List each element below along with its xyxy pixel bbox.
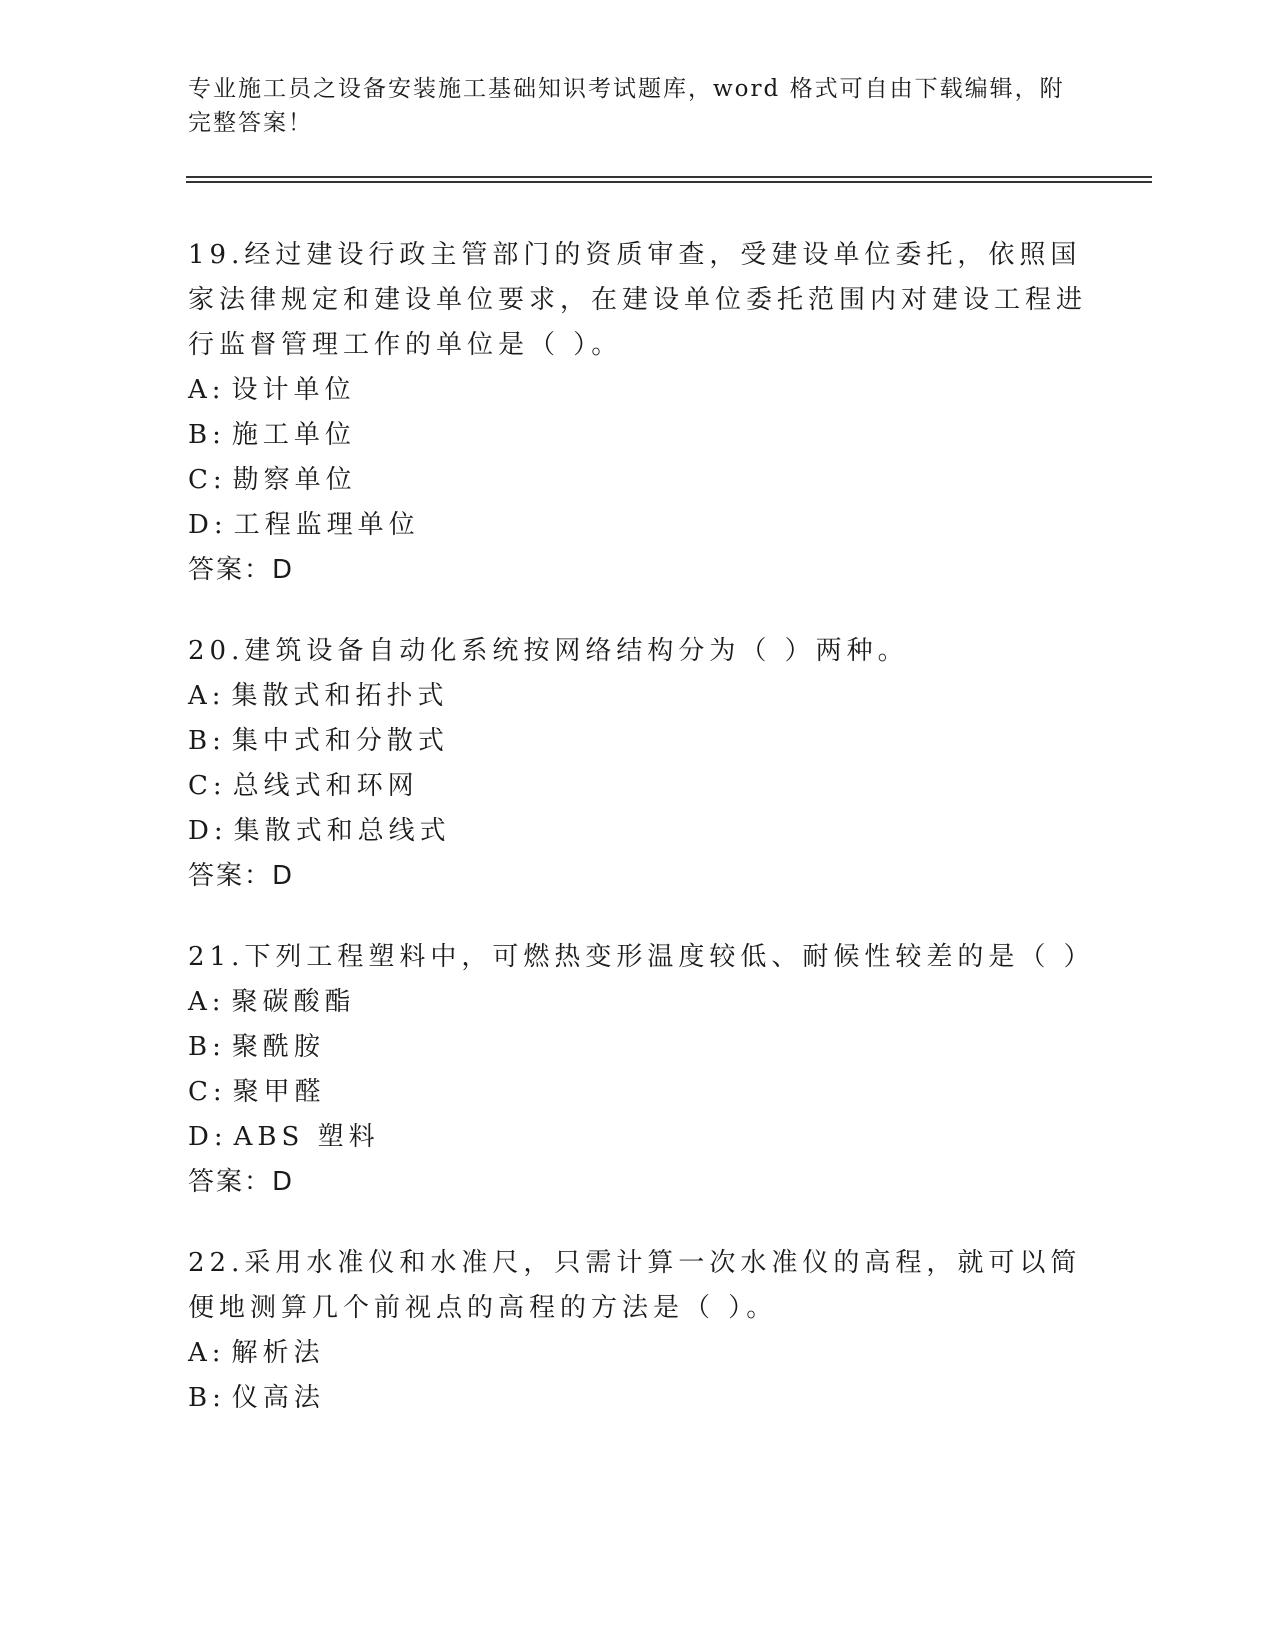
answer: 答案：D xyxy=(188,555,295,585)
option-text: 施工单位 xyxy=(231,420,356,450)
option-c xyxy=(188,458,1088,503)
option-text: 工程监理单位 xyxy=(233,510,420,540)
answer: 答案：D xyxy=(188,861,295,891)
option-a xyxy=(188,1331,1088,1376)
option-key: B: xyxy=(188,1032,226,1062)
question-20 xyxy=(188,629,1088,899)
option-text: 集散式和拓扑式 xyxy=(231,681,449,711)
option-key: D: xyxy=(188,816,228,846)
option-text: 勘察单位 xyxy=(232,465,357,495)
option-d xyxy=(188,503,1088,548)
option-b xyxy=(188,413,1088,458)
question-stem: 22.采用水准仪和水准尺，只需计算一次水准仪的高程，就可以简便地测算几个前视点的高程的方法是（ ）。 xyxy=(188,1248,1082,1323)
option-key: A: xyxy=(188,987,226,1017)
option-b xyxy=(188,1376,1088,1421)
option-text: 聚甲醛 xyxy=(232,1077,326,1107)
option-d xyxy=(188,809,1088,854)
header-divider-top xyxy=(186,176,1152,178)
option-key: B: xyxy=(188,1383,226,1413)
question-stem: 21.下列工程塑料中，可燃热变形温度较低、耐候性较差的是（ ） xyxy=(188,942,1095,972)
option-key: A: xyxy=(188,681,226,711)
option-text: 设计单位 xyxy=(231,375,356,405)
question-stem: 19.经过建设行政主管部门的资质审查，受建设单位委托，依照国家法律规定和建设单位要求，在建设单位委托范围内对建设工程进行监督管理工作的单位是（ ）。 xyxy=(188,240,1088,360)
option-d xyxy=(188,1115,1088,1160)
question-22 xyxy=(188,1241,1088,1421)
option-text: 解析法 xyxy=(231,1338,325,1368)
answer: 答案：D xyxy=(188,1167,295,1197)
option-key: B: xyxy=(188,420,226,450)
header-divider-bottom xyxy=(186,181,1152,183)
option-text: 集中式和分散式 xyxy=(231,726,449,756)
option-b xyxy=(188,1025,1088,1070)
option-a xyxy=(188,368,1088,413)
option-key: B: xyxy=(188,726,226,756)
option-c xyxy=(188,1070,1088,1115)
question-list xyxy=(188,233,1095,1457)
option-key: A: xyxy=(188,375,226,405)
option-key: D: xyxy=(188,1122,228,1152)
option-a xyxy=(188,674,1088,719)
option-text: 仪高法 xyxy=(231,1383,325,1413)
option-text: 聚酰胺 xyxy=(231,1032,325,1062)
option-c xyxy=(188,764,1088,809)
option-text: 集散式和总线式 xyxy=(233,816,451,846)
question-stem: 20.建筑设备自动化系统按网络结构分为（ ）两种。 xyxy=(188,636,909,666)
option-text: 总线式和环网 xyxy=(232,771,419,801)
question-21 xyxy=(188,935,1095,1205)
question-19 xyxy=(188,233,1088,593)
option-text: 聚碳酸酯 xyxy=(231,987,356,1017)
option-text: ABS 塑料 xyxy=(233,1122,380,1152)
header-note: 专业施工员之设备安装施工基础知识考试题库，word 格式可自由下载编辑，附完整答案！ xyxy=(188,76,1065,136)
option-key: C: xyxy=(188,771,227,801)
option-a xyxy=(188,980,1088,1025)
option-key: C: xyxy=(188,465,227,495)
option-key: C: xyxy=(188,1077,227,1107)
option-key: A: xyxy=(188,1338,226,1368)
option-key: D: xyxy=(188,510,228,540)
option-b xyxy=(188,719,1088,764)
